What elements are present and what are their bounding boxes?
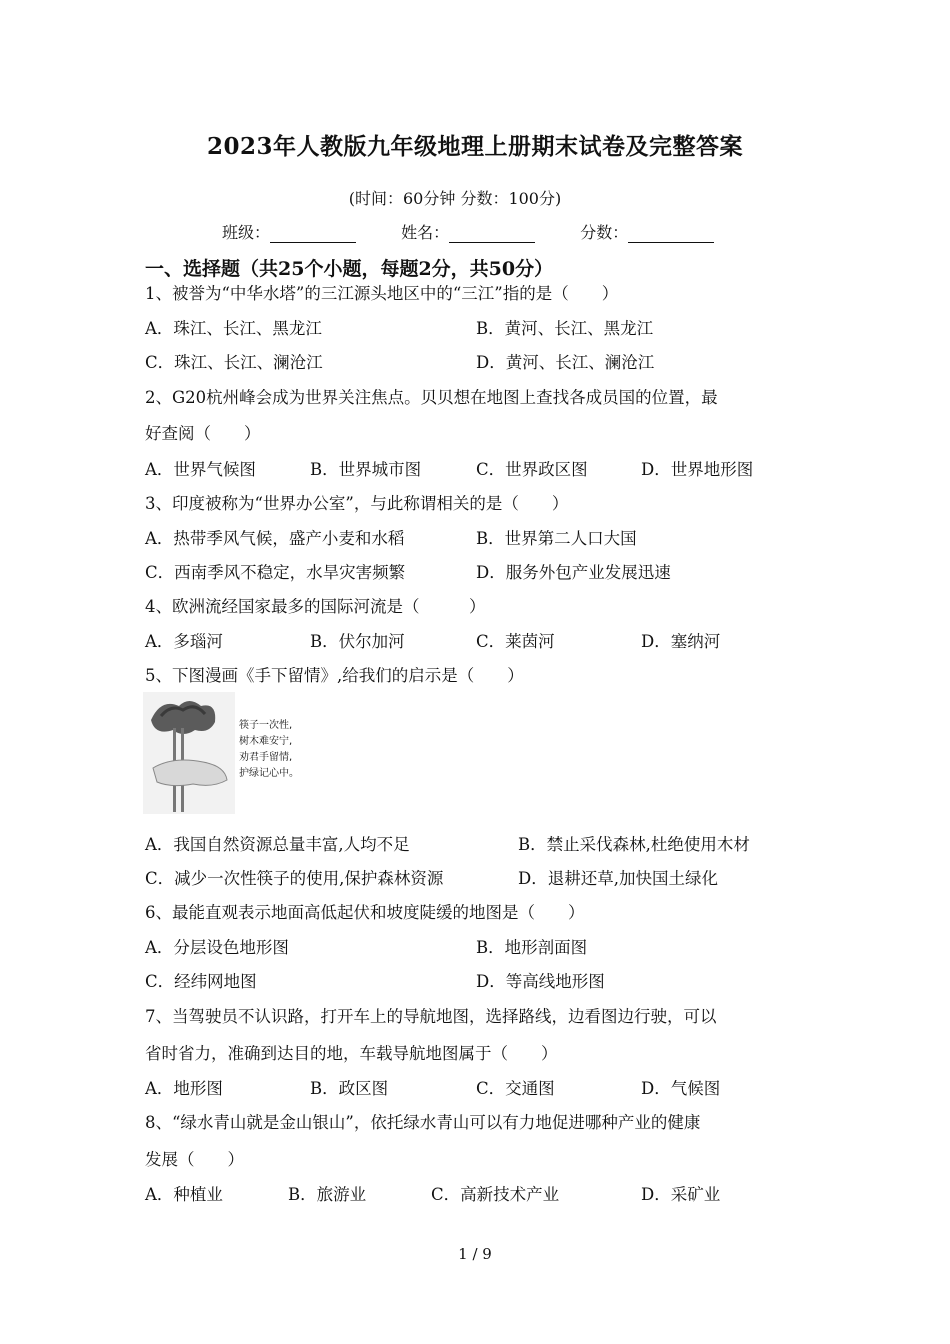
q7-option-c: C．交通图 (476, 1079, 555, 1098)
q4-option-a: A．多瑙河 (145, 632, 223, 651)
q3-option-c: C．西南季风不稳定，水旱灾害频繁 (145, 563, 406, 582)
page-title: 2023年人教版九年级地理上册期末试卷及完整答案 (206, 133, 743, 160)
student-info-row (222, 220, 714, 243)
section-heading: 一、选择题（共25个小题，每题2分，共50分） (145, 258, 554, 280)
question-4-stem: 4、欧洲流经国家最多的国际河流是（ ） (145, 597, 486, 616)
question-7-stem-line1: 7、当驾驶员不认识路，打开车上的导航地图，选择路线，边看图边行驶，可以 (145, 1007, 717, 1026)
cartoon-illustration (143, 692, 303, 814)
q5-option-a: A．我国自然资源总量丰富,人均不足 (145, 835, 410, 854)
q7-option-d: D．气候图 (641, 1079, 721, 1098)
question-2-stem-line2: 好查阅（ ） (145, 424, 261, 443)
score-blank (628, 224, 714, 243)
question-1-stem: 1、被誉为“中华水塔”的三江源头地区中的“三江”指的是（ ） (145, 284, 619, 303)
q4-option-b: B．伏尔加河 (310, 632, 405, 651)
question-2-stem-line1: 2、G20杭州峰会成为世界关注焦点。贝贝想在地图上查找各成员国的位置，最 (145, 388, 718, 407)
question-7-stem-line2: 省时省力，准确到达目的地，车载导航地图属于（ ） (145, 1044, 558, 1063)
q4-option-d: D．塞纳河 (641, 632, 721, 651)
page-number: 1 / 9 (458, 1245, 492, 1263)
q8-option-c: C．高新技术产业 (431, 1185, 560, 1204)
q5-option-c: C．减少一次性筷子的使用,保护森林资源 (145, 869, 444, 888)
q6-option-a: A．分层设色地形图 (145, 938, 289, 957)
q1-option-d: D．黄河、长江、澜沧江 (476, 353, 655, 372)
q5-option-d: D．退耕还草,加快国土绿化 (518, 869, 718, 888)
poem-line-4: 护绿记心中。 (239, 768, 299, 779)
q5-option-b: B．禁止采伐森林,杜绝使用木材 (518, 835, 750, 854)
name-label: 姓名： (401, 223, 450, 242)
q3-option-d: D．服务外包产业发展迅速 (476, 563, 671, 582)
question-8-stem-line2: 发展（ ） (145, 1150, 244, 1169)
question-3-stem: 3、印度被称为“世界办公室”，与此称谓相关的是（ ） (145, 494, 569, 513)
q8-option-d: D．采矿业 (641, 1185, 721, 1204)
q1-option-b: B．黄河、长江、黑龙江 (476, 319, 654, 338)
question-6-stem: 6、最能直观表示地面高低起伏和坡度陡缓的地图是（ ） (145, 903, 585, 922)
q3-option-b: B．世界第二人口大国 (476, 529, 637, 548)
q8-option-a: A．种植业 (145, 1185, 223, 1204)
question-8-stem-line1: 8、“绿水青山就是金山银山”，依托绿水青山可以有力地促进哪种产业的健康 (145, 1113, 701, 1132)
poem-line-1: 筷子一次性, (239, 720, 293, 731)
q1-option-c: C．珠江、长江、澜沧江 (145, 353, 323, 372)
poem-line-3: 劝君手留情, (239, 752, 293, 763)
q2-option-a: A．世界气候图 (145, 460, 256, 479)
question-5-stem: 5、下图漫画《手下留情》,给我们的启示是（ ） (145, 666, 524, 685)
class-label: 班级： (222, 223, 271, 242)
q2-option-d: D．世界地形图 (641, 460, 754, 479)
class-blank (270, 224, 356, 243)
q7-option-b: B．政区图 (310, 1079, 389, 1098)
q2-option-c: C．世界政区图 (476, 460, 588, 479)
q1-option-a: A．珠江、长江、黑龙江 (145, 319, 322, 338)
name-blank (449, 224, 535, 243)
exam-subtitle: (时间：60分钟 分数：100分) (348, 189, 562, 208)
q2-option-b: B．世界城市图 (310, 460, 422, 479)
q6-option-b: B．地形剖面图 (476, 938, 588, 957)
q6-option-d: D．等高线地形图 (476, 972, 605, 991)
score-label: 分数： (580, 223, 629, 242)
q3-option-a: A．热带季风气候，盛产小麦和水稻 (145, 529, 405, 548)
q4-option-c: C．莱茵河 (476, 632, 555, 651)
poem-line-2: 树木难安宁, (239, 736, 293, 747)
q8-option-b: B．旅游业 (288, 1185, 367, 1204)
q7-option-a: A．地形图 (145, 1079, 223, 1098)
q6-option-c: C．经纬网地图 (145, 972, 257, 991)
chopsticks-tree-cartoon (143, 692, 303, 814)
